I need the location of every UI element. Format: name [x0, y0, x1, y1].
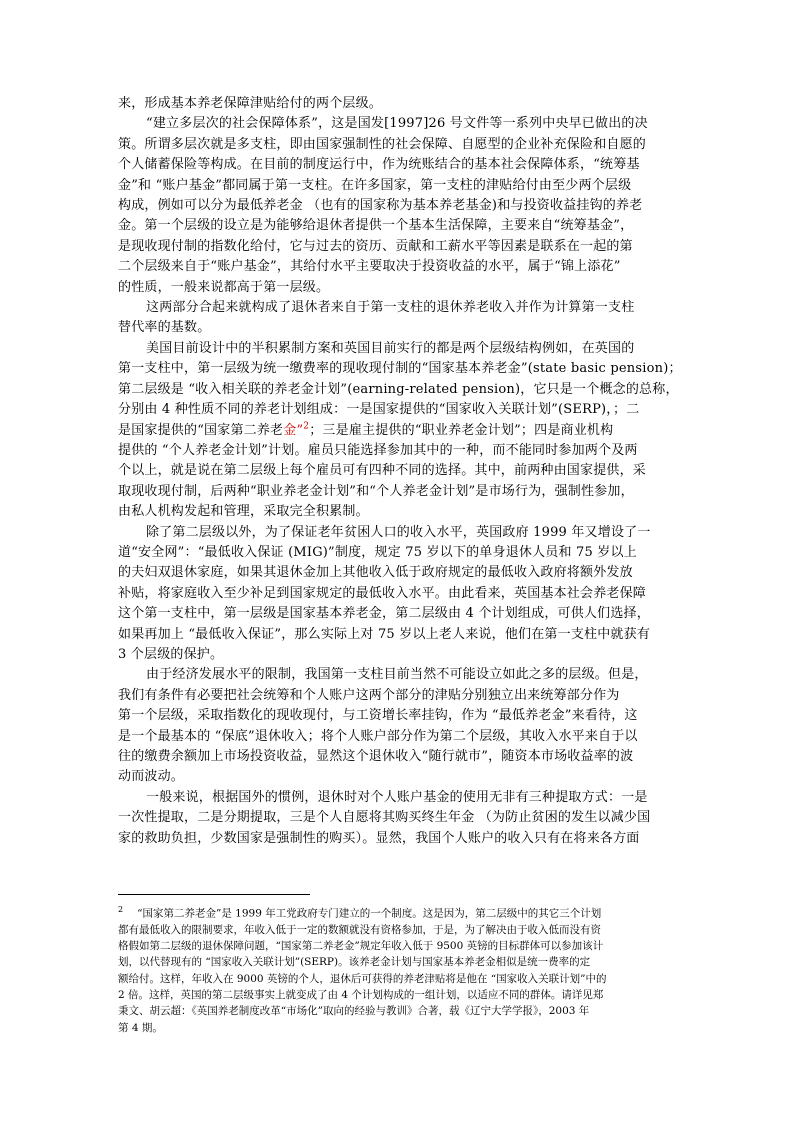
text-line: 3 个层级的保护。	[118, 646, 224, 662]
text-line: “建立多层次的社会保障体系”，这是国发[1997]26 号文件等一系列中央早已做出的决	[146, 116, 648, 132]
document-body	[118, 94, 682, 849]
text-line: 第二层级是 “收入相关联的养老金计划”(earning-related pension)，它只是一个概念的总称，	[118, 381, 679, 397]
text-line: 家的救助负担，少数国家是强制性的购买）。显然，我国个人账户的收入只有在将来各方面	[118, 830, 640, 846]
text-line: 这两部分合起来就构成了退休者来自于第一支柱的退休养老收入并作为计算第一支柱	[146, 300, 635, 316]
text-line: 动而波动。	[118, 769, 185, 785]
text-segment: ；三是雇主提供的“职业养老金计划”；四是商业机构	[309, 422, 614, 438]
text-line: 第一支柱中，第一层级为统一缴费率的现收现付制的“国家基本养老金”(state basic pension)；	[118, 361, 682, 377]
text-line: 除了第二层级以外，为了保证老年贫困人口的收入水平，英国政府 1999 年又增设了一	[146, 524, 651, 540]
text-line: 个人储蓄保险等构成。在目前的制度运行中，作为统账结合的基本社会保障体系，“统筹基	[118, 157, 640, 173]
text-line: 构成，例如可以分为最低养老金 （也有的国家称为基本养老基金)和与投资收益挂钩的养老	[118, 198, 643, 214]
footnote	[118, 902, 678, 1036]
text-line: 取现收现付制，后两种“职业养老金计划”和“个人养老金计划”是市场行为，强制性参加，	[118, 483, 634, 499]
text-line: 由私人机构发起和管理，采取完全积累制。	[118, 504, 369, 520]
footnote-line: 秉文、胡云超：《英国养老制度改革“市场化”取向的经验与教训》合著，载《辽宁大学学报》，2003 年	[118, 1005, 590, 1018]
footnote-line: 都有最低收入的限制要求，年收入低于一定的数额就没有资格参加，于是，为了解决由于收入低而没有资	[118, 923, 601, 936]
paragraph-replacement-base	[118, 298, 678, 339]
text-line: 金”和 “账户基金”都同属于第一支柱。在许多国家，第一支柱的津贴给付由至少两个层级	[118, 177, 632, 193]
text-line: 补贴，将家庭收入至少补足到国家规定的最低收入水平。由此看来，英国基本社会养老保障	[118, 585, 647, 601]
text-line: 由于经济发展水平的限制，我国第一支柱目前当然不可能设立如此之多的层级。但是，	[146, 667, 648, 683]
text-line: 美国目前设计中的半积累制方案和英国目前实行的都是两个层级结构例如，在英国的	[146, 340, 635, 356]
text-line: 往的缴费余额加上市场投资收益，显然这个退休收入“随行就市”，随资本市场收益率的波	[118, 749, 634, 764]
paragraph-withdrawal-methods	[118, 788, 678, 849]
paragraph-safety-net	[118, 523, 678, 666]
text-line: 二个层级来自于“账户基金”，其给付水平主要取决于投资收益的水平，属于“锦上添花”	[118, 259, 621, 275]
text-line: 一般来说，根据国外的惯例，退休时对个人账户基金的使用无非有三种提取方式：一是	[146, 789, 648, 805]
footnote-divider	[118, 894, 310, 895]
text-line: 我们有条件有必要把社会统筹和个人账户这两个部分的津贴分别独立出来统筹部分作为	[118, 687, 620, 703]
footnote-line: 第 4 期。	[118, 1021, 163, 1034]
text-line: 分别由 4 种性质不同的养老计划组成：一是国家提供的“国家收入关联计划”(SERP)，；二	[118, 402, 640, 418]
text-line: 道“安全网”：“最低收入保证 (MIG)”制度，规定 75 岁以下的单身退休人员和 75 岁以上	[118, 544, 637, 560]
text-segment: 是国家提供的“国家第二养老	[118, 422, 284, 438]
text-line: 一次性提取，二是分期提取，三是个人自愿将其购买终生年金 （为防止贫困的发生以减少国	[118, 810, 651, 826]
paragraph-china-levels	[118, 665, 678, 787]
text-line: 这个第一支柱中，第一层级是国家基本养老金，第二层级由 4 个计划组成，可供人们选择，	[118, 606, 650, 622]
highlighted-text: 金”	[283, 422, 304, 438]
text-line: 是一个最基本的 “保底”退休收入；将个人账户部分作为第二个层级，其收入水平来自于以	[118, 728, 638, 744]
text-line: 个以上，就是说在第二层级上每个雇员可有四种不同的选择。其中，前两种由国家提供，采	[118, 463, 647, 479]
footnote-reference[interactable]: 2	[303, 421, 310, 432]
footnote-line: 额给付。这样，年收入在 9000 英镑的个人，退休后可获得的养老津贴将是他在 “国家收入关联计划”中的	[118, 972, 607, 985]
text-line-with-footnote-ref	[118, 421, 678, 441]
text-line: 的夫妇双退休家庭，如果其退休金加上其他收入低于政府规定的最低收入政府将额外发放	[118, 565, 633, 581]
paragraph-continuation	[118, 94, 678, 114]
paragraph-us-uk-structure	[118, 339, 682, 523]
footnote-line	[118, 902, 678, 922]
footnote-line: 划，以代替现有的 “国家收入关联计划”(SERP)。该养老金计划与国家基本养老金相似是统一费率的定	[118, 956, 591, 969]
footnote-text: “国家第二养老金”是 1999 年工党政府专门建立的一个制度。这是因为，第二层级中的其它三个计划	[137, 907, 602, 920]
text-line: 金。第一个层级的设立是为能够给退休者提供一个基本生活保障，主要来自“统筹基金”，	[118, 218, 634, 234]
text-line: 的性质，一般来说都高于第一层级。	[118, 279, 330, 295]
footnote-line: 格假如第二层级的退休保障问题，“国家第二养老金”规定年收入低于 9500 英镑的目标群体可以参加该计	[118, 940, 604, 953]
footnote-line: 2 倍。这样，英国的第二层级事实上就变成了由 4 个计划构成的一组计划，以适应不同的群体。请详见郑	[118, 988, 604, 1001]
paragraph-multi-level-system	[118, 114, 678, 298]
text-line: 来，形成基本养老保障津贴给付的两个层级。	[118, 96, 383, 111]
text-line: 策。所谓多层次就是多支柱，即由国家强制性的社会保障、自愿型的企业补充保险和自愿的	[118, 136, 647, 152]
text-line: 如果再加上 “最低收入保证”，那么实际上对 75 岁以上老人来说，他们在第一支柱中就获有	[118, 626, 651, 642]
text-line: 提供的 “个人养老金计划”计划。雇员只能选择参加其中的一种，而不能同时参加两个及两	[118, 442, 638, 458]
text-line: 第一个层级，采取指数化的现收现付，与工资增长率挂钩，作为 “最低养老金”来看待，这	[118, 708, 638, 724]
footnote-marker: 2	[118, 905, 124, 914]
text-line: 是现收现付制的指数化给付，它与过去的资历、贡献和工薪水平等因素是联系在一起的第	[118, 238, 633, 254]
text-line: 替代率的基数。	[118, 320, 211, 336]
